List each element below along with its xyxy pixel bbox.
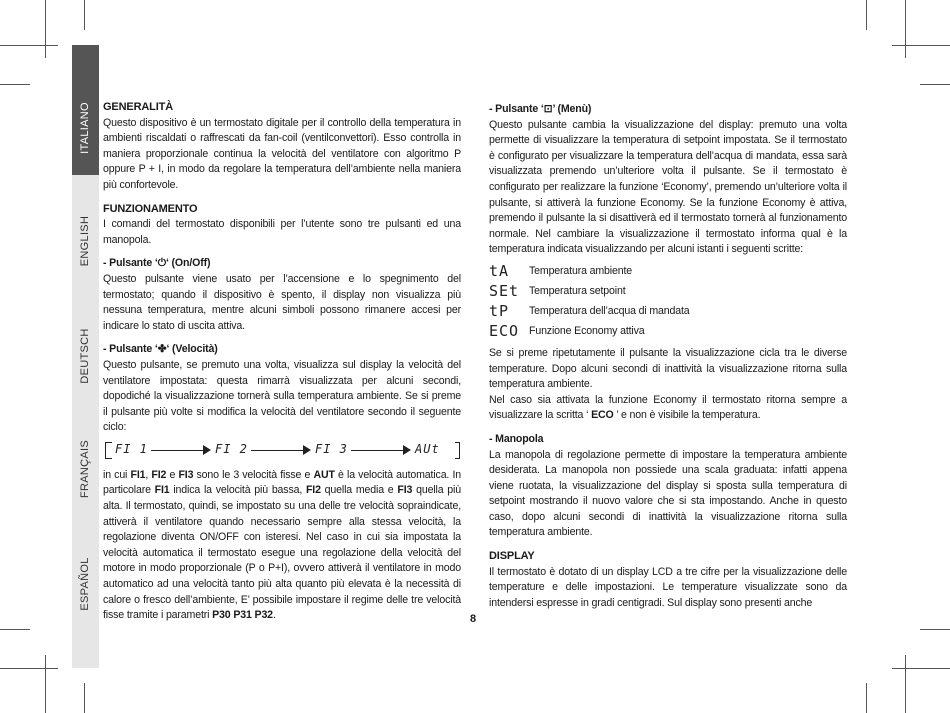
crop-mark — [866, 0, 867, 30]
paragraph: I comandi del termostato disponibili per l’utente sono tre pulsanti ed una manopola. — [103, 218, 461, 246]
crop-mark — [905, 655, 906, 713]
lcd-code-label: Temperatura setpoint — [529, 285, 626, 298]
crop-mark — [920, 84, 950, 85]
paragraph: Questo pulsante cambia la visualizzazione del display: premuto una volta permette di visualizzare la temperatura di setpoint impostata. Se il termostato è configurato per visualizzare la temperatura dell’acqua di mandata, essa sarà visualizzata premendo un’ulteriore volta il pulsante. Se il termostato è configurato per realizzare la funzione ‘Economy’, premendo un’ulteriore volta il pulsante, si attiverà la funzione Economy. Se la funzione Economy è attiva, premendo il pulsante la si disattiverà ed il termostato tornerà al funzionamento normale. Nel cambiare la visualizzazione il termostato informa qual è la temperatura indicata visualizzando per alcuni istanti i seguenti scritte: — [489, 118, 847, 256]
right-column — [489, 100, 847, 611]
lcd-code: SEt — [489, 282, 520, 301]
paragraph: in cui FI1, FI2 e FI3 sono le 3 velocità fisse e AUT è la velocità automatica. In particolare FI1 indica la velocità più bassa, FI2 quella media e FI3 quella più alta. Il termostato, quindi, se impostato su una delle tre velocità sopraindicate, attiverà il ventilatore quando necessario sempre alla stessa velocità, la regolazione diventa ON/OFF con isteresi. Nel caso in cui sia impostata la velocità automatica il termostato esegue una regolazione della velocità del motore in modo proporzionale (P o P+I), ovvero attiverà il ventilatore in modo automatico ad una velocità tanto più alta quanto più elevata è la necessità di calore o fresco dell’ambiente, E’ possibile impostare il regime delle tre velocità fisse tramite i parametri P30 P31 P32. — [103, 468, 461, 622]
crop-mark — [866, 683, 867, 713]
crop-mark — [0, 668, 58, 669]
left-column — [103, 100, 461, 624]
tab-label: ENGLISH — [79, 215, 91, 267]
tab-label: DEUTSCH — [79, 328, 91, 384]
page-number: 8 — [470, 613, 477, 625]
lcd-code: tA — [489, 262, 510, 281]
cycle-step: FI 3 — [315, 441, 348, 456]
display-code-row — [489, 322, 847, 342]
paragraph: Questo pulsante viene usato per l’accensione e lo spegnimento del termostato; quando il dispositivo è spento, il display non visualizza più nessuna temperatura, mentre alcuni simboli possono rimanere accesi per indicare lo stato di uscita attiva. — [103, 272, 461, 332]
lcd-code-label: Funzione Economy attiva — [529, 325, 645, 338]
paragraph: Nel caso sia attivata la funzione Economy il termostato ritorna sempre a visualizzare la scritta ‘ ECO ’ e non è visibile la temperatura. — [489, 393, 847, 422]
paragraph: Se si preme ripetutamente il pulsante la visualizzazione cicla tra le diverse temperature. Dopo alcuni secondi di inattività la visualizzazione ritorna sulla temperatura ambiente. — [489, 346, 847, 391]
lcd-code: tP — [489, 302, 510, 321]
cycle-step: FI 2 — [215, 441, 248, 456]
power-icon: ⏻ — [157, 257, 166, 270]
lcd-code: ECO — [489, 322, 520, 341]
crop-mark — [45, 655, 46, 713]
paragraph: Questo dispositivo è un termostato digitale per il controllo della temperatura in ambienti riscaldati o raffrescati da fan-coil (ventilconvettori). Esso controlla in maniera proporzionale continua la velocità del ventilatore con algoritmo P oppure P + I, in modo da regolare la temperatura dell’ambiente nella maniera più confortevole. — [103, 116, 461, 191]
fan-icon: ✤ — [157, 343, 167, 356]
crop-mark — [0, 45, 58, 46]
speed-button-heading: - Pulsante ‘✤‘ (Velocità) — [103, 343, 218, 356]
crop-mark — [45, 0, 46, 58]
display-code-row — [489, 282, 847, 302]
display-code-row — [489, 302, 847, 322]
cycle-step: AUt — [415, 441, 440, 456]
section-heading: DISPLAY — [489, 550, 535, 563]
display-code-row — [489, 262, 847, 282]
paragraph: Questo pulsante, se premuto una volta, visualizza sul display la velocità del ventilatore impostata: questa rimarrà visualizzata per alcuni secondi, dopodiché la visualizzazione tornerà sulla temperatura ambiente. Se si preme il pulsante più volte si modifica la velocità del ventilatore secondo il seguente ciclo: — [103, 358, 461, 434]
menu-icon: ⊡ — [543, 103, 553, 115]
section-heading: GENERALITÀ — [103, 101, 174, 113]
crop-mark — [920, 629, 950, 630]
cycle-step: FI 1 — [115, 441, 148, 456]
crop-mark — [84, 683, 85, 713]
lcd-code-label: Temperatura ambiente — [529, 265, 632, 278]
crop-mark — [892, 668, 950, 669]
display-codes-list — [489, 262, 847, 342]
speed-cycle-diagram — [103, 440, 461, 462]
knob-heading: - Manopola — [489, 432, 544, 445]
lcd-code-label: Temperatura dell’acqua di mandata — [529, 305, 690, 318]
crop-mark — [892, 45, 950, 46]
tab-label: ITALIANO — [79, 102, 91, 154]
crop-mark — [0, 629, 30, 630]
section-heading: FUNZIONAMENTO — [103, 202, 198, 215]
onoff-button-heading: - Pulsante ‘⏻‘ (On/Off) — [103, 257, 211, 270]
paragraph: La manopola di regolazione permette di impostare la temperatura ambiente desiderata. La manopola non possiede una scala graduata: infatti appena viene ruotata, la visualizzazione del display si sposta sulla temperatura di setpoint mostrando il nuovo valore che si sta impostando. Anche in questo caso, dopo alcuni secondi di inattività la visualizzazione ritorna sulla temperatura ambiente. — [489, 448, 847, 539]
crop-mark — [0, 84, 30, 85]
crop-mark — [84, 0, 85, 30]
tab-label: ESPAÑOL — [79, 557, 91, 611]
menu-button-heading: - Pulsante ‘⊡’ (Menù) — [489, 103, 592, 115]
tab-label: FRANÇAIS — [79, 439, 91, 499]
paragraph: Il termostato è dotato di un display LCD a tre cifre per la visualizzazione delle temperature e delle impostazioni. Le temperature visualizzate sono da intendersi espresse in gradi centigradi. Sul display sono presenti anche — [489, 565, 847, 609]
crop-mark — [905, 0, 906, 58]
